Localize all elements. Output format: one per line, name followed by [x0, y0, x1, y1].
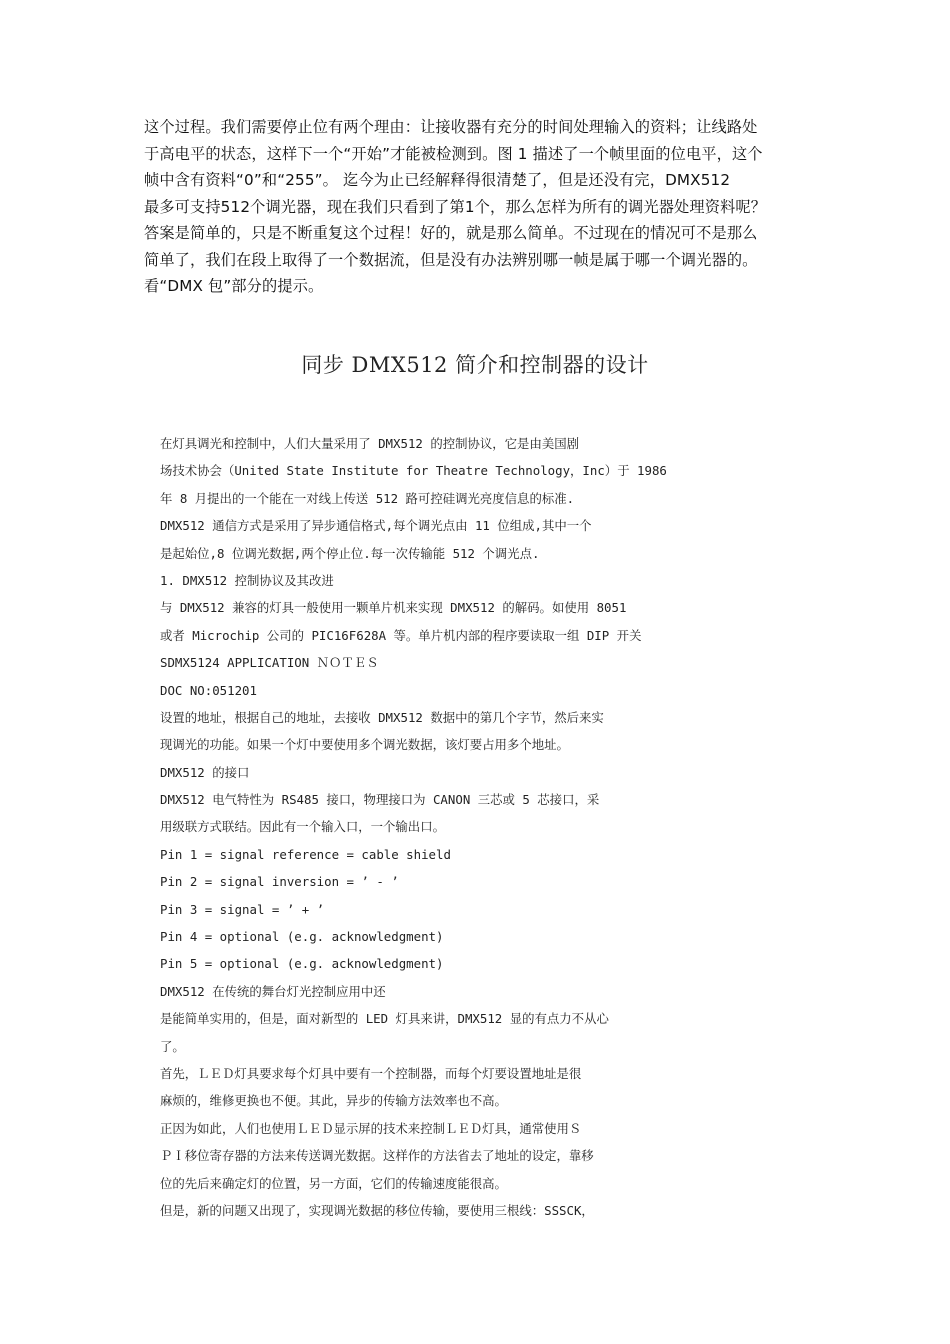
body-text [160, 430, 680, 1224]
body-line: ＰＩ移位寄存器的方法来传送调光数据。这样作的方法省去了地址的设定，靠移 [160, 1148, 594, 1164]
body-line: 了。 [160, 1038, 185, 1054]
body-line: 正因为如此，人们也使用ＬＥＤ显示屏的技术来控制ＬＥＤ灯具，通常使用Ｓ [160, 1120, 582, 1136]
intro-line: 看“DMX 包”部分的提示。 [144, 277, 324, 295]
body-line: 年 8 月提出的一个能在一对线上传送 512 路可控硅调光亮度信息的标准. [160, 490, 575, 506]
intro-paragraph [144, 114, 812, 300]
body-line: 在灯具调光和控制中，人们大量采用了 DMX512 的控制协议，它是由美国剧 [160, 436, 580, 451]
body-line: 是起始位,8 位调光数据,两个停止位.每一次传输能 512 个调光点. [160, 545, 540, 561]
body-line: DMX512 电气特性为 RS485 接口，物理接口为 CANON 三芯或 5 芯接口，采 [160, 792, 600, 808]
section-title: 同步 DMX512 简介和控制器的设计 [301, 353, 649, 377]
body-line: 场技术协会（United State Institute for Theatre Technology，Inc）于 1986 [160, 463, 667, 479]
body-line: 或者 Microchip 公司的 PIC16F628A 等。单片机内部的程序要读取一组 DIP 开关 [160, 627, 642, 643]
body-line: 用级联方式联结。因此有一个输入口，一个输出口。 [160, 819, 445, 835]
body-line: 但是，新的问题又出现了，实现调光数据的移位传输，要使用三根线：SSSCK， [160, 1202, 594, 1218]
body-line: 位的先后来确定灯的位置，另一方面，它们的传输速度能很高。 [160, 1175, 507, 1191]
intro-line: 帧中含有资料“0”和“255”。 迄今为止已经解释得很清楚了，但是还没有完，DMX512 [144, 171, 731, 189]
body-line: Pin 5 = optional (e.g. acknowledgment) [160, 956, 444, 972]
intro-line: 这个过程。我们需要停止位有两个理由：让接收器有充分的时间处理输入的资料；让线路处 [144, 118, 758, 136]
body-line: 现调光的功能。如果一个灯中要使用多个调光数据，该灯要占用多个地址。 [160, 737, 569, 753]
intro-line: 最多可支持512个调光器，现在我们只看到了第1个，那么怎样为所有的调光器处理资料呢？ [144, 197, 767, 216]
body-line: Pin 1 = signal reference = cable shield [160, 846, 451, 862]
body-line: DMX512 的接口 [160, 764, 250, 780]
intro-line: 答案是简单的，只是不断重复这个过程！好的，就是那么简单。不过现在的情况可不是那么 [144, 224, 758, 242]
body-line: Pin 2 = signal inversion = ’ - ’ [160, 874, 399, 890]
body-line: DMX512 通信方式是采用了异步通信格式,每个调光点由 11 位组成,其中一个 [160, 518, 592, 534]
body-line: 是能简单实用的，但是，面对新型的 LED 灯具来讲，DMX512 显的有点力不从心 [160, 1011, 609, 1027]
body-line: 设置的地址，根据自己的地址，去接收 DMX512 数据中的第几个字节，然后来实 [160, 709, 604, 725]
body-line: 与 DMX512 兼容的灯具一般使用一颗单片机来实现 DMX512 的解码。如使用 8051 [160, 600, 627, 616]
body-line: SDMX5124 APPLICATION ＮＯＴＥＳ [160, 655, 379, 671]
body-line: 1. DMX512 控制协议及其改进 [160, 572, 334, 588]
body-line: DOC NO:051201 [160, 682, 257, 698]
body-line: DMX512 在传统的舞台灯光控制应用中还 [160, 983, 386, 999]
intro-line: 简单了，我们在段上取得了一个数据流，但是没有办法辨别哪一帧是属于哪一个调光器的。 [144, 250, 758, 269]
body-line: 首先，ＬＥＤ灯具要求每个灯具中要有一个控制器，而每个灯要设置地址是很 [160, 1065, 582, 1081]
body-line: Pin 3 = signal = ’ + ’ [160, 901, 325, 917]
body-line: Pin 4 = optional (e.g. acknowledgment) [160, 929, 444, 945]
intro-line: 于高电平的状态，这样下一个“开始”才能被检测到。图 1 描述了一个帧里面的位电平，这个 [144, 144, 763, 163]
body-line: 麻烦的，维修更换也不便。其此，异步的传输方法效率也不高。 [160, 1093, 507, 1109]
